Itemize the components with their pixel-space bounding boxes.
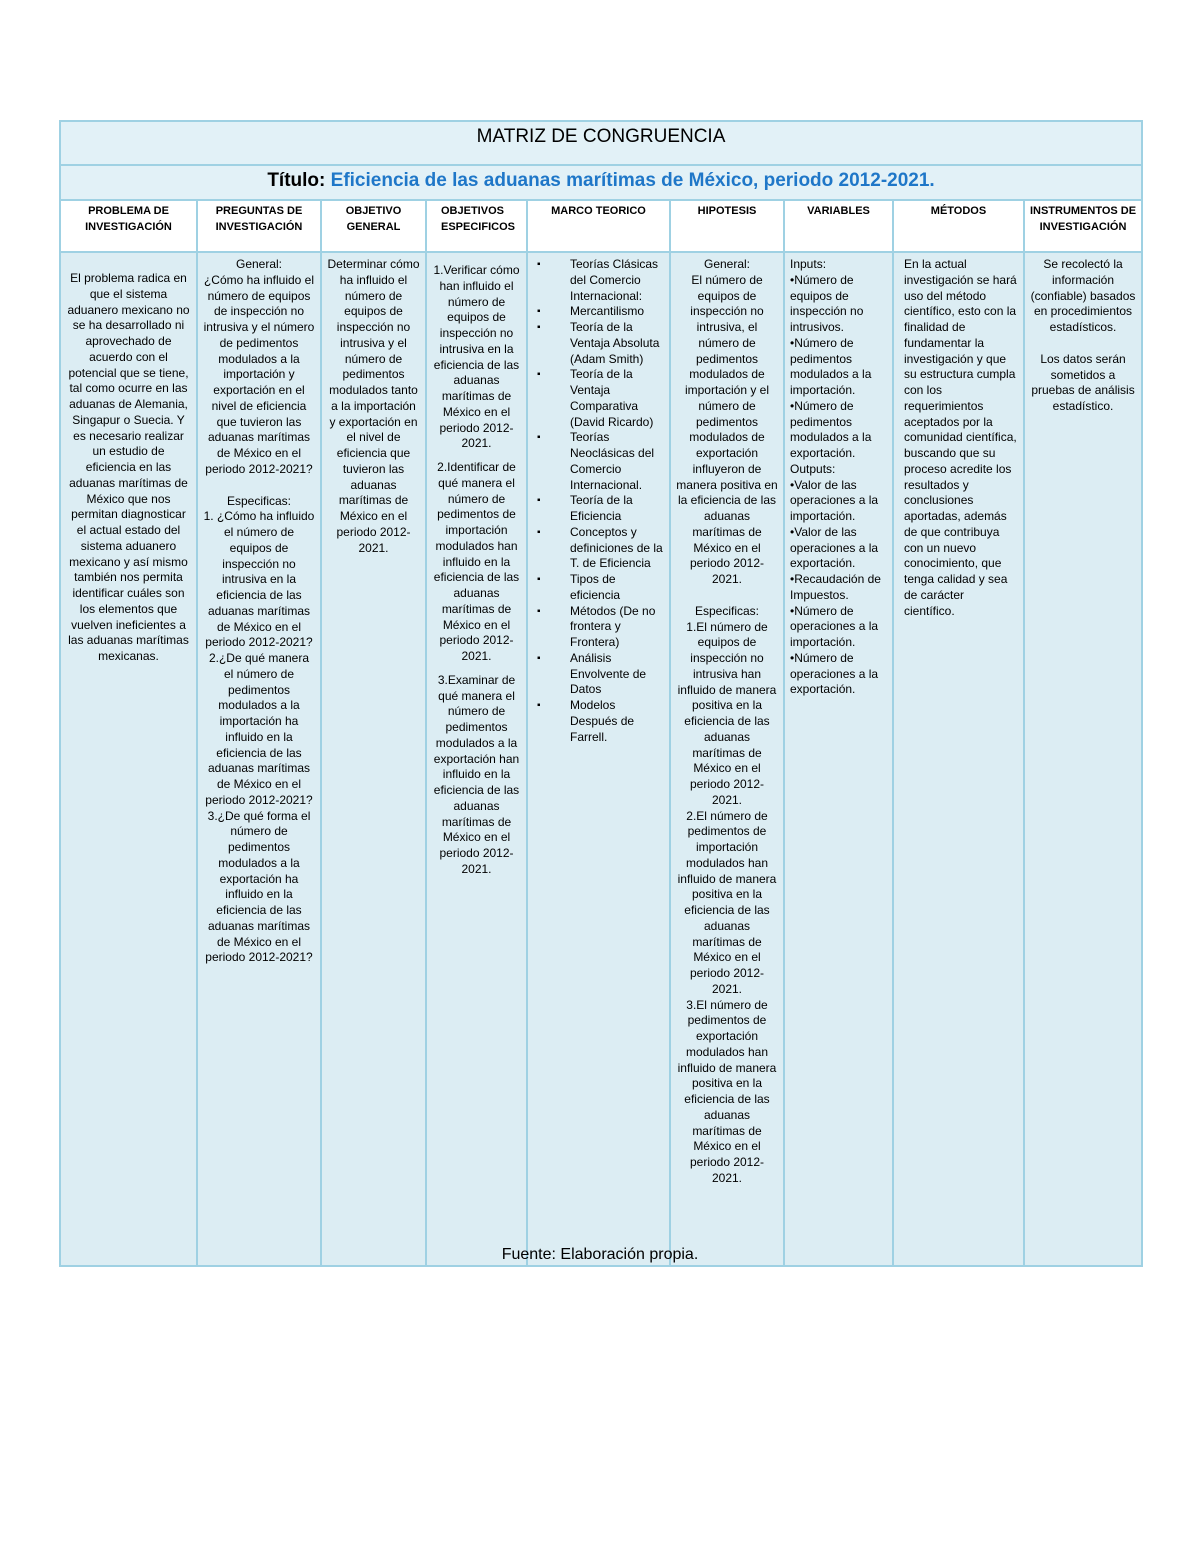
header-objetivos-especificos: OBJETIVOS ESPECIFICOS [426, 200, 527, 252]
variables-inputs-label: Inputs: [790, 257, 827, 271]
cell-problema [60, 252, 197, 1266]
variables-outputs-label: Outputs: [790, 461, 836, 476]
variable-input-3: •Número de pedimentos modulados a la exportación. [790, 398, 872, 460]
matrix-subtitle [60, 165, 1142, 200]
header-objetivo-general: OBJETIVO GENERAL [321, 200, 426, 252]
cell-metodos [893, 252, 1024, 1266]
variable-input-1: •Número de equipos de inspección no intrusivos. [790, 272, 864, 334]
cell-marco-teorico [527, 252, 670, 1266]
list-item: ▪ Teoría de la Ventaja Comparativa (David Ricardo) [533, 367, 664, 430]
list-item: ▪ Teorías Clásicas del Comercio Internacional: [533, 257, 664, 304]
pregunta-especifica-1: 1. ¿Cómo ha influido el número de equipos de inspección no intrusiva en la eficiencia de las aduanas marítimas de México en el periodo 2012-2021? [203, 509, 315, 650]
header-marco-teorico: MARCO TEORICO [527, 200, 670, 252]
list-item: ▪ Modelos Después de Farrell. [533, 698, 664, 745]
congruence-matrix-table [59, 120, 1143, 1267]
preguntas-general-label: General: [235, 257, 283, 271]
objetivo-general-text: Determinar cómo ha influido el número de equipos de inspección no intrusiva y el número de pedimentos modulados tanto a la importación y exportación en el nivel de eficiencia que tuvieron las aduanas marítimas de México en el periodo 2012-2021. [327, 257, 420, 555]
header-metodos: MÉTODOS [893, 200, 1024, 252]
marco-teorico-list [533, 257, 664, 745]
variable-output-2: •Valor de las operaciones a la exportación. [790, 524, 879, 571]
header-hipotesis: HIPOTESIS [670, 200, 784, 252]
matrix-title-text: MATRIZ DE CONGRUENCIA [476, 126, 726, 147]
cell-instrumentos [1024, 252, 1142, 1266]
list-item: ▪ Teorías Neoclásicas del Comercio Internacional. [533, 430, 664, 493]
hipotesis-especifica-2: 2.El número de pedimentos de importación modulados han influido de manera positiva en la eficiencia de las aduanas marítimas de México en el periodo 2012-2021. [677, 808, 777, 996]
header-preguntas: PREGUNTAS DE INVESTIGACIÓN [197, 200, 321, 252]
pregunta-especifica-3: 3.¿De qué forma el número de pedimentos modulados a la exportación ha influido en la eficiencia de las aduanas marítimas de México en el periodo 2012-2021? [205, 808, 313, 965]
subtitle-text: Eficiencia de las aduanas marítimas de México, periodo 2012-2021. [330, 170, 935, 191]
cell-hipotesis [670, 252, 784, 1266]
source-caption: Fuente: Elaboración propia. [501, 1246, 699, 1263]
instrumentos-text-2: Los datos serán sometidos a pruebas de análisis estadístico. [1031, 351, 1135, 413]
header-instrumentos: INSTRUMENTOS DE INVESTIGACIÓN [1024, 200, 1142, 252]
metodos-text: En la actual investigación se hará uso del método científico, esto con la finalidad de fundamentar la investigación y que su estructura cumpla con los requerimientos aceptados por la comunidad científica, buscando que su proceso acredite los resultados y conclusiones aportadas, además de que contribuya con un nuevo conocimiento, que tenga calidad y sea de carácter científico. [904, 257, 1017, 618]
preguntas-especificas-label: Especificas: [226, 493, 292, 508]
list-item: ▪ Análisis Envolvente de Datos [533, 651, 664, 698]
pregunta-especifica-2: 2.¿De qué manera el número de pedimentos modulados a la importación ha influido en la eficiencia de las aduanas marítimas de México en el periodo 2012-2021? [205, 651, 313, 807]
hipotesis-especifica-3: 3.El número de pedimentos de exportación modulados han influido de manera positiva en la eficiencia de las aduanas marítimas de México en el periodo 2012-2021. [677, 997, 777, 1185]
objetivo-especifico-2: 2.Identificar de qué manera el número de pedimentos de importación modulados han influido en la eficiencia de las aduanas marítimas de México en el periodo 2012-2021. [433, 460, 520, 663]
hipotesis-general: El número de equipos de inspección no intrusiva, el número de pedimentos modulados de importación y el número de pedimentos modulados de exportación influyeron de manera positiva en la eficiencia de las aduanas marítimas de México en el periodo 2012-2021. [676, 272, 778, 586]
hipotesis-general-label: General: [703, 257, 751, 271]
hipotesis-especificas-label: Especificas: [694, 603, 760, 618]
instrumentos-text-1: Se recolectó la información (confiable) basados en procedimientos estadísticos. [1030, 257, 1136, 334]
objetivo-especifico-3: 3.Examinar de qué manera el número de pedimentos modulados a la exportación han influido en la eficiencia de las aduanas marítimas de México en el periodo 2012-2021. [433, 672, 520, 876]
variable-output-1: •Valor de las operaciones a la importación. [790, 477, 879, 523]
cell-preguntas [197, 252, 321, 1266]
list-item: ▪ Métodos (De no frontera y Frontera) [533, 604, 664, 651]
variable-output-5: •Número de operaciones a la exportación. [790, 650, 879, 697]
cell-objetivo-general [321, 252, 426, 1266]
problema-text: El problema radica en que el sistema aduanero mexicano no se ha desarrollado ni aprovechado de acuerdo con el potencial que se tiene, tal como ocurre en las aduanas de Alemania, Singapur o Suecia. Y es necesario realizar un estudio de eficiencia en las aduanas marítimas de México que nos permitan diagnosticar el actual estado del sistema aduanero mexicano y así mismo también nos permita identificar cuáles son los elementos que vuelven ineficientes a las aduanas marítimas mexicanas. [67, 271, 190, 663]
list-item: ▪ Mercantilismo [533, 304, 664, 320]
list-item: ▪ Teoría de la Ventaja Absoluta (Adam Smith) [533, 320, 664, 367]
list-item: ▪ Teoría de la Eficiencia [533, 493, 664, 525]
preguntas-general: ¿Cómo ha influido el número de equipos de inspección no intrusiva y el número de pedimentos modulados a la importación y exportación en el nivel de eficiencia que tuvieron las aduanas marítimas de México en el periodo 2012-2021? [203, 272, 315, 476]
cell-variables [784, 252, 893, 1266]
subtitle-label: Título: [267, 170, 326, 191]
hipotesis-especifica-1: 1.El número de equipos de inspección no intrusiva han influido de manera positiva en la eficiencia de las aduanas marítimas de México en el periodo 2012-2021. [677, 619, 777, 807]
list-item: ▪ Conceptos y definiciones de la T. de Eficiencia [533, 525, 664, 572]
variable-output-4: •Número de operaciones a la importación. [790, 603, 879, 649]
variable-output-3: •Recaudación de Impuestos. [790, 572, 881, 602]
cell-objetivos-especificos [426, 252, 527, 1266]
list-item: ▪ Tipos de eficiencia [533, 572, 664, 604]
objetivo-especifico-1: 1.Verificar cómo han influido el número de equipos de inspección no intrusiva en la eficiencia de las aduanas marítimas de México en el periodo 2012-2021. [433, 263, 520, 451]
header-problema: PROBLEMA DE INVESTIGACIÓN [60, 200, 197, 252]
variable-input-2: •Número de pedimentos modulados a la importación. [790, 335, 872, 397]
header-variables: VARIABLES [784, 200, 893, 252]
matrix-title [60, 121, 1142, 165]
